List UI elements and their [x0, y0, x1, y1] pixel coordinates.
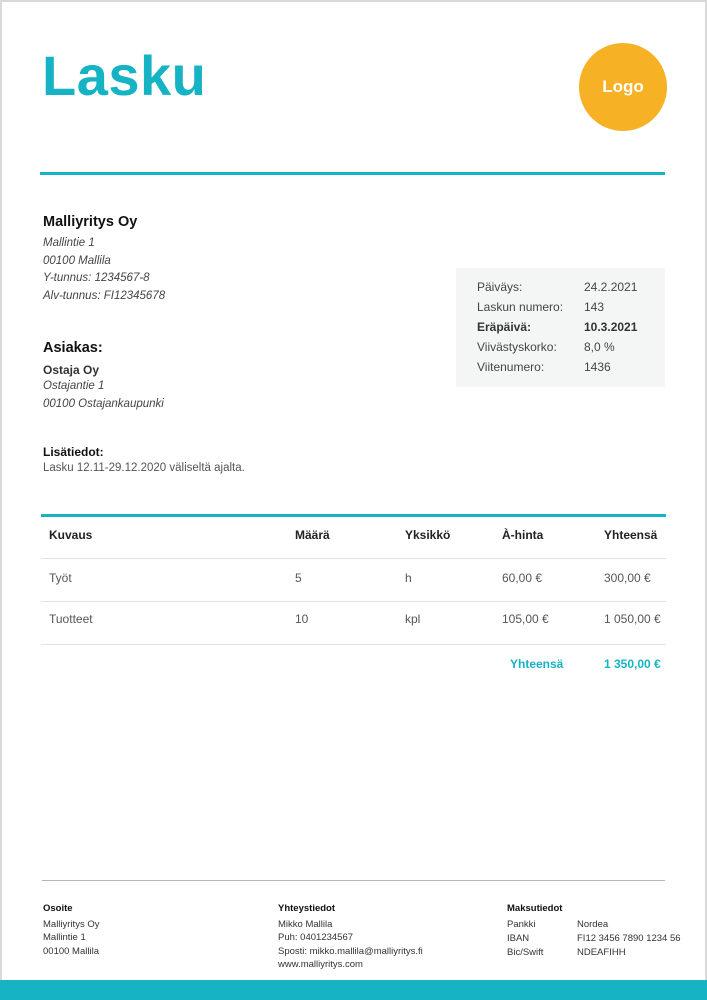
footer-contact-line: www.malliyritys.com	[278, 959, 363, 970]
info-value: 143	[584, 300, 605, 314]
customer-block	[43, 340, 164, 413]
footer-contact-line: Mikko Mallila	[278, 918, 333, 930]
payment-label: Bic/Swift	[507, 946, 544, 958]
table-top-divider	[41, 514, 666, 517]
footer-address	[43, 902, 99, 958]
table-divider	[41, 558, 666, 559]
payment-value: NDEAFIHH	[577, 946, 626, 958]
info-value: 24.2.2021	[584, 280, 638, 294]
seller-block	[43, 214, 165, 305]
customer-heading: Asiakas:	[43, 340, 103, 356]
cell-total: 1 050,00 €	[604, 612, 661, 626]
customer-name: Ostaja Oy	[43, 363, 100, 377]
customer-street: Ostajantie 1	[43, 380, 105, 392]
cell-unit: kpl	[405, 612, 421, 626]
column-header-unit: Yksikkö	[405, 528, 451, 542]
seller-business-id: Y-tunnus: 1234567-8	[43, 272, 150, 284]
payment-row-bank	[507, 918, 687, 932]
footer-contact-line: Sposti: mikko.mallila@malliyritys.fi	[278, 945, 423, 957]
info-value: 10.3.2021	[584, 320, 638, 334]
payment-value: Nordea	[577, 918, 609, 930]
company-logo: Logo	[579, 43, 667, 131]
cell-quantity: 5	[295, 571, 302, 585]
footer-divider	[42, 880, 665, 881]
info-value: 8,0 %	[584, 340, 615, 354]
cell-unit-price: 60,00 €	[502, 571, 543, 585]
footer-address-line: 00100 Mallila	[43, 945, 99, 957]
cell-total: 300,00 €	[604, 571, 651, 585]
footer-contact-line: Puh: 0401234567	[278, 932, 354, 943]
table-divider	[41, 601, 666, 602]
info-label: Laskun numero:	[477, 300, 564, 314]
extra-info-heading: Lisätiedot:	[43, 445, 104, 459]
info-label: Päiväys:	[477, 280, 523, 294]
column-header-quantity: Määrä	[295, 528, 330, 542]
cell-description: Työt	[49, 571, 72, 585]
footer-address-line: Malliyritys Oy	[43, 918, 100, 930]
seller-street: Mallintie 1	[43, 237, 95, 249]
info-label: Viivästyskorko:	[477, 340, 557, 354]
payment-label: Pankki	[507, 918, 536, 930]
info-value: 1436	[584, 360, 611, 374]
seller-vat-id: Alv-tunnus: FI12345678	[43, 289, 166, 302]
grand-total-label: Yhteensä	[510, 657, 564, 671]
footer-contact-heading: Yhteystiedot	[278, 903, 336, 914]
footer-payment	[507, 902, 687, 960]
invoice-title: Lasku	[42, 44, 207, 107]
payment-row-bic	[507, 946, 687, 960]
extra-info-text: Lasku 12.11-29.12.2020 väliseltä ajalta.	[43, 462, 245, 474]
column-header-total: Yhteensä	[604, 528, 658, 542]
table-divider	[41, 644, 666, 645]
payment-row-iban	[507, 932, 687, 946]
extra-info-block	[43, 445, 245, 474]
cell-unit-price: 105,00 €	[502, 612, 549, 626]
payment-value: FI12 3456 7890 1234 56	[577, 932, 681, 944]
footer-address-heading: Osoite	[43, 903, 73, 914]
column-header-unit-price: À-hinta	[502, 528, 544, 542]
payment-label: IBAN	[507, 932, 530, 944]
footer-contact	[278, 902, 423, 972]
column-header-description: Kuvaus	[49, 528, 93, 542]
grand-total-value: 1 350,00 €	[604, 657, 661, 671]
info-label: Eräpäivä:	[477, 320, 532, 334]
seller-postal: 00100 Mallila	[43, 254, 111, 267]
bottom-accent-bar	[0, 980, 707, 1000]
footer-address-line: Mallintie 1	[43, 932, 86, 943]
cell-description: Tuotteet	[49, 612, 93, 626]
cell-quantity: 10	[295, 612, 309, 626]
info-label: Viitenumero:	[477, 360, 545, 374]
header-divider	[40, 172, 665, 175]
seller-name: Malliyritys Oy	[43, 214, 138, 230]
invoice-details-box	[456, 268, 665, 387]
cell-unit: h	[405, 571, 412, 585]
customer-postal: 00100 Ostajankaupunki	[43, 397, 164, 410]
footer-payment-heading: Maksutiedot	[507, 903, 563, 914]
